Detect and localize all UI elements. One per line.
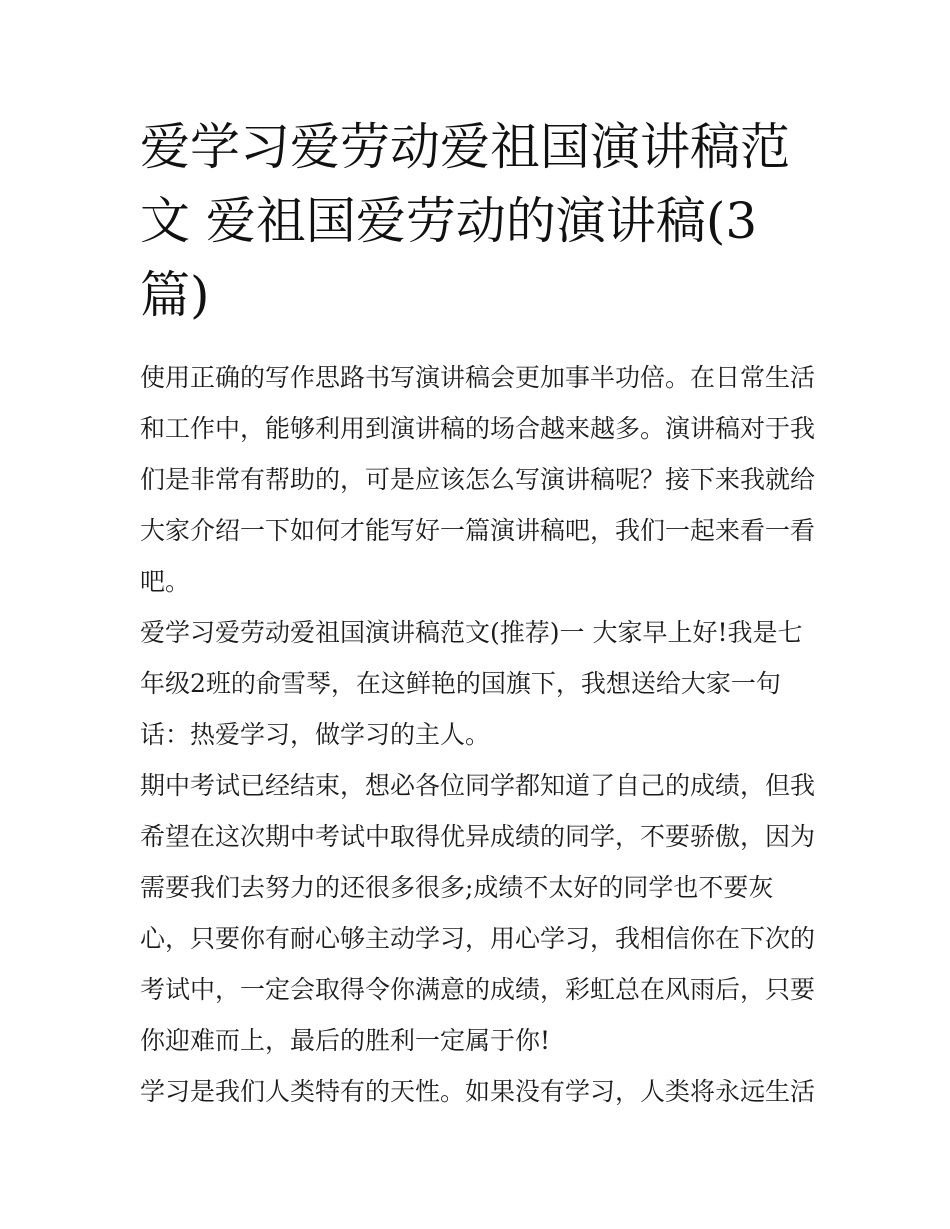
paragraph-intro: 使用正确的写作思路书写演讲稿会更加事半功倍。在日常生活和工作中，能够利用到演讲稿的场合越来越多。演讲稿对于我们是非常有帮助的，可是应该怎么写演讲稿呢？接下来我就给大家介绍一下如何才能写好一篇演讲稿吧，我们一起来看一看吧。 — [140, 363, 816, 596]
paragraph-learning: 学习是我们人类特有的天性。如果没有学习，人类将永远生活 — [140, 1077, 816, 1106]
document-title: 爱学习爱劳动爱祖国演讲稿范文 爱祖国爱劳动的演讲稿(3篇) — [140, 118, 790, 324]
paragraph-exam: 期中考试已经结束，想必各位同学都知道了自己的成绩，但我希望在这次期中考试中取得优异成绩的同学，不要骄傲，因为需要我们去努力的还很多很多;成绩不太好的同学也不要灰心，只要你有耐心够主动学习，用心学习，我相信你在下次的考试中，一定会取得令你满意的成绩，彩虹总在风雨后，只要你迎难而上，最后的胜利一定属于你! — [140, 771, 816, 1055]
document-body — [140, 352, 815, 1117]
paragraph-speech-opening: 爱学习爱劳动爱祖国演讲稿范文(推荐)一 大家早上好!我是七年级2班的俞雪琴，在这鲜艳的国旗下，我想送给大家一句话：热爱学习，做学习的主人。 — [140, 618, 803, 749]
